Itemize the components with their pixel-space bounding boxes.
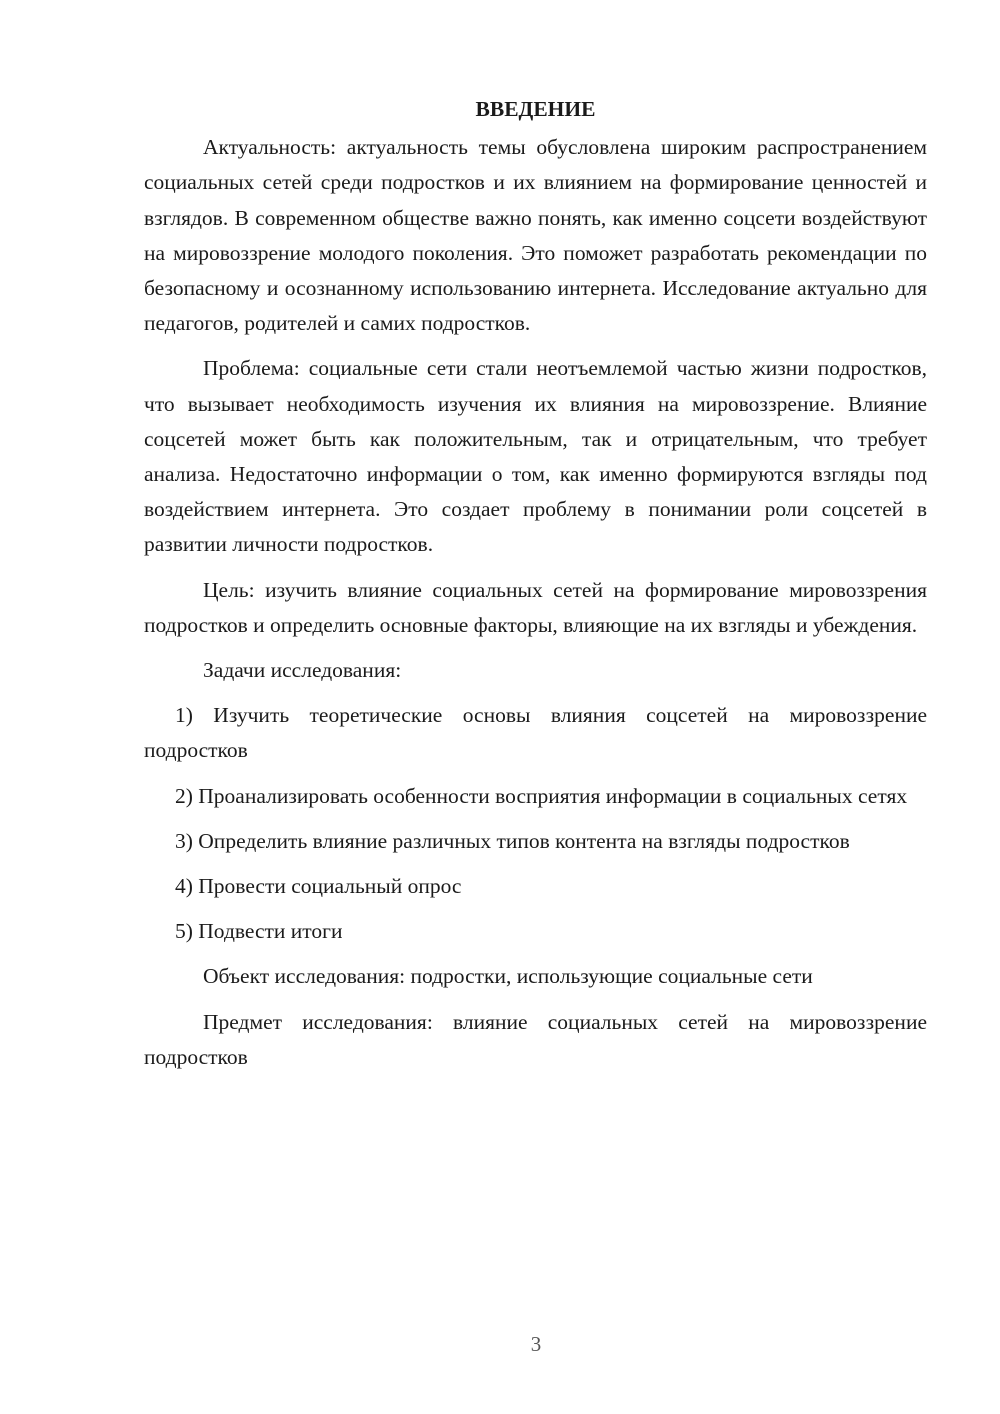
- task-item-2: 2) Проанализировать особенности восприятия информации в социальных сетях: [175, 783, 908, 808]
- research-object: Объект исследования: подростки, использующие социальные сети: [203, 964, 813, 989]
- relevance-paragraph: Актуальность: актуальность темы обусловлена широким распространением социальных сетей среди подростков и их влиянием на формирование ценностей и взглядов. В современном обществе важно понять, как именно соцсети воздействуют на мировоззрение молодого поколения. Это поможет разработать рекомендации по безопасному и осознанному использованию интернета. Исследование актуально для педагогов, родителей и самих подростков.: [144, 135, 927, 336]
- task-item-5: 5) Подвести итоги: [175, 919, 343, 944]
- research-subject: Предмет исследования: влияние социальных сетей на мировоззрение подростков: [144, 1009, 927, 1069]
- section-title: ВВЕДЕНИЕ: [475, 97, 596, 121]
- goal-paragraph: Цель: изучить влияние социальных сетей на формирование мировоззрения подростков и определить основные факторы, влияющие на их взгляды и убеждения.: [144, 577, 927, 637]
- task-item-1: 1) Изучить теоретические основы влияния соцсетей на мировоззрение подростков: [144, 703, 927, 763]
- page-content: [144, 92, 927, 1085]
- task-item-3: 3) Определить влияние различных типов контента на взгляды подростков: [175, 828, 850, 853]
- problem-paragraph: Проблема: социальные сети стали неотъемлемой частью жизни подростков, что вызывает необходимость изучения их влияния на мировоззрение. Влияние соцсетей может быть как положительным, так и отрицательным, что требует анализа. Недостаточно информации о том, как именно формируются взгляды под воздействием интернета. Это создает проблему в понимании роли соцсетей в развитии личности подростков.: [144, 356, 927, 557]
- tasks-heading: Задачи исследования:: [203, 658, 402, 683]
- page-number: 3: [530, 1332, 542, 1356]
- task-item-4: 4) Провести социальный опрос: [175, 874, 462, 899]
